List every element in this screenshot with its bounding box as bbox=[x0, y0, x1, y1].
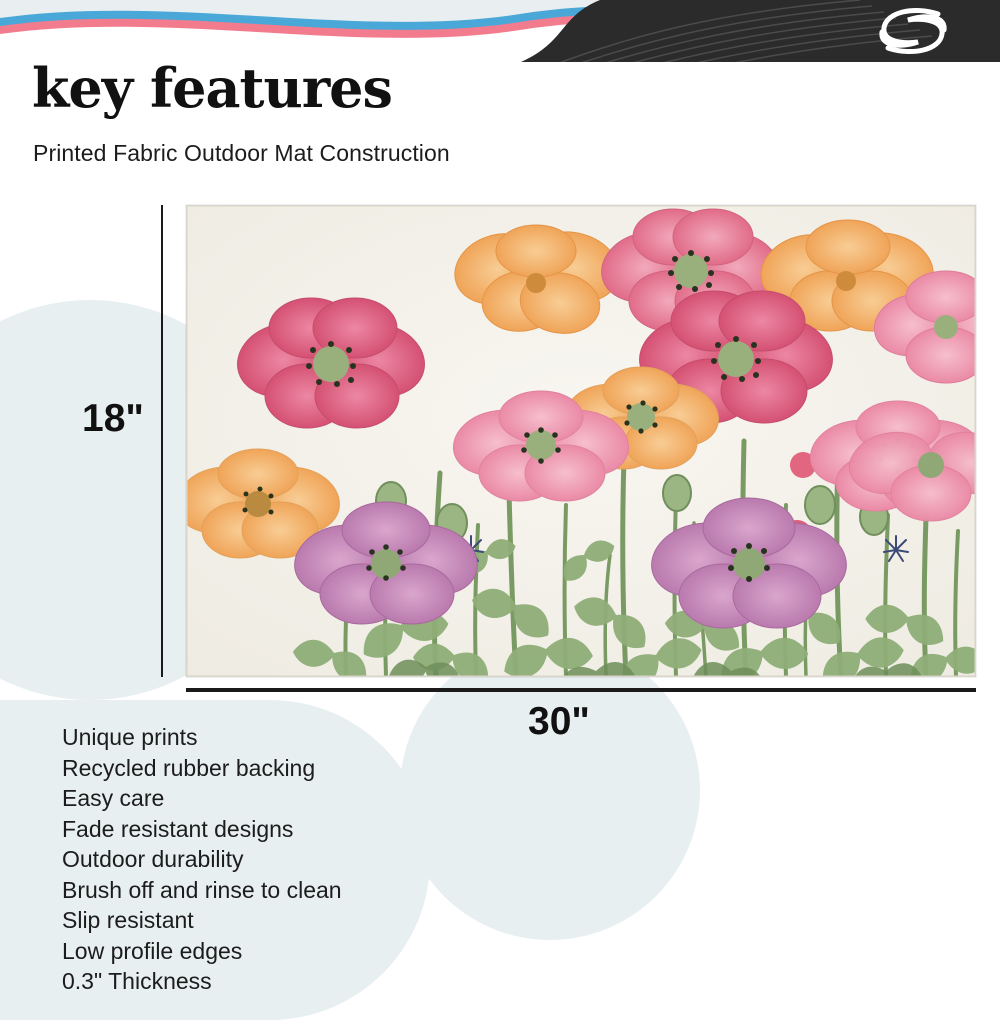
decorative-circle-right bbox=[400, 640, 700, 940]
feature-list bbox=[62, 722, 342, 997]
list-item: 0.3" Thickness bbox=[62, 968, 212, 994]
list-item: Low profile edges bbox=[62, 937, 243, 964]
list-item: Recycled rubber backing bbox=[62, 754, 316, 781]
list-item: Outdoor durability bbox=[62, 846, 244, 872]
header-banner bbox=[0, 0, 1000, 62]
list-item: Brush off and rinse to clean bbox=[62, 876, 342, 903]
list-item: Easy care bbox=[62, 785, 165, 811]
page-title: key features bbox=[32, 56, 392, 120]
banner-graphic bbox=[0, 0, 1000, 62]
list-item: Unique prints bbox=[62, 724, 198, 750]
page-subtitle: Printed Fabric Outdoor Mat Construction bbox=[33, 140, 450, 166]
list-item: Slip resistant bbox=[62, 907, 194, 933]
height-dimension-label: 18" bbox=[82, 397, 144, 440]
width-dimension-label: 30" bbox=[528, 700, 590, 743]
list-item: Fade resistant designs bbox=[62, 815, 294, 842]
poppy-mat-artwork bbox=[186, 205, 976, 677]
width-guide-line bbox=[186, 688, 976, 692]
product-image bbox=[186, 205, 976, 677]
height-guide-line bbox=[161, 205, 163, 677]
